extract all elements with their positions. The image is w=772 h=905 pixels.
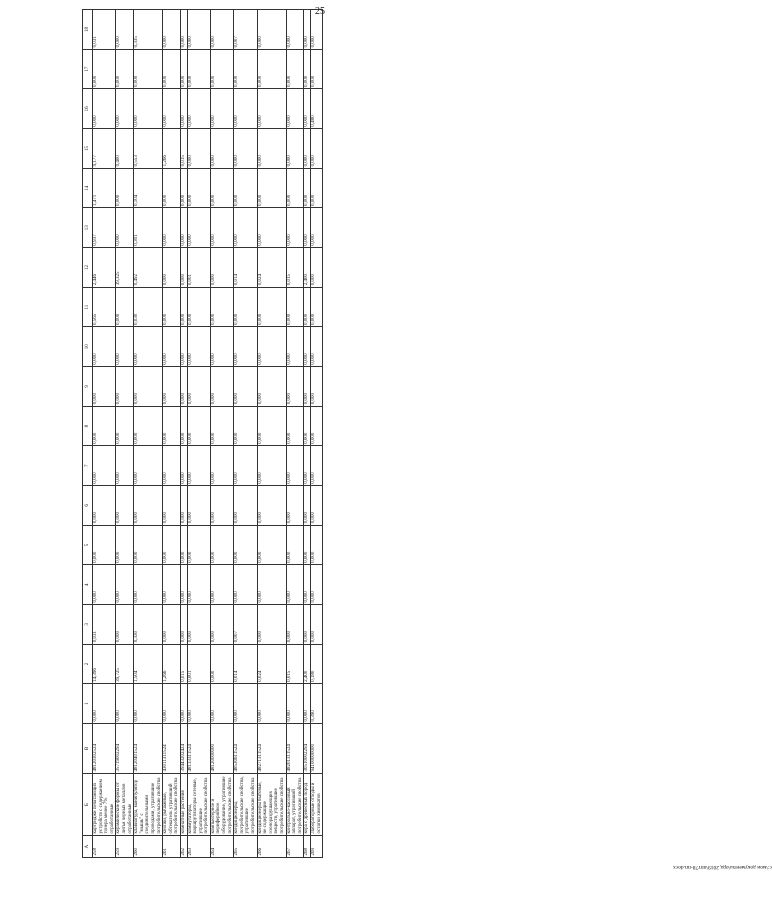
value-cell: 0,000 [116,168,134,208]
value-cell: 0,000 [286,10,304,50]
value-cell: 0,000 [210,406,233,446]
value-cell: 0,000 [286,287,304,327]
value-cell: 0,000 [93,684,116,724]
value-cell: 0,000 [310,367,322,407]
row-number-cell: 267 [286,836,304,858]
table-row [163,10,181,858]
value-cell: 0,000 [210,525,233,565]
value-cell: 0,000 [286,486,304,526]
value-cell: 0,000 [234,565,257,605]
value-cell: 0,000 [163,208,181,248]
value-cell: 0,000 [310,287,322,327]
value-cell: 0,480 [310,89,322,129]
value-cell: 0,000 [187,287,210,327]
row-number-cell: 268 [304,836,311,858]
value-cell: 0,000 [187,486,210,526]
value-cell: 0,000 [93,565,116,605]
header-cell: Б [83,774,93,836]
value-cell: 0,000 [257,49,286,89]
value-cell: 0,000 [116,565,134,605]
value-cell: 0,000 [93,525,116,565]
value-cell: 0,000 [116,327,134,367]
waste-name-cell: кнопки, рычажные, обтекатель утративший потребительские свойства [163,774,181,836]
value-cell: 0,000 [163,168,181,208]
value-cell: 0,000 [286,49,304,89]
value-cell: 0,000 [304,525,311,565]
value-cell: 0,000 [234,208,257,248]
value-cell: 0,000 [310,129,322,169]
row-number-cell: 260 [134,836,163,858]
value-cell: 0,000 [304,168,311,208]
value-cell: 0,000 [304,605,311,645]
fkko-code-cell: 35719002294 [116,724,134,774]
value-cell: 39,725 [116,644,134,684]
value-cell: 0,000 [257,327,286,367]
value-cell: 2,400 [304,644,311,684]
value-cell: 0,000 [257,10,286,50]
row-number-cell: 264 [210,836,233,858]
value-cell: 0,000 [286,129,304,169]
value-cell: 0,000 [210,129,233,169]
fkko-code-cell: 30510002294 [304,724,311,774]
value-cell: 0,000 [210,565,233,605]
value-cell: 0,400 [116,129,134,169]
table-row [134,10,163,858]
value-cell: 0,000 [310,605,322,645]
value-cell: 0,000 [180,565,187,605]
value-cell: 0,000 [210,89,233,129]
value-cell: 0,000 [304,208,311,248]
value-cell: 1,266 [163,644,181,684]
header-cell: А [83,836,93,858]
value-cell: 0,000 [187,168,210,208]
header-cell: 11 [83,287,93,327]
row-number-cell: 262 [180,836,187,858]
value-cell: 0,000 [234,168,257,208]
value-cell: 0,007 [234,605,257,645]
header-cell: 14 [83,168,93,208]
value-cell: 0,000 [310,327,322,367]
header-cell: 17 [83,49,93,89]
value-cell: 0,000 [116,49,134,89]
fkko-code-cell: 48133311524 [187,724,210,774]
value-cell: 0,000 [304,129,311,169]
value-cell: 0,000 [116,486,134,526]
waste-name-cell: картриджи печатающих устройств с содержанием тонера менее 7% отработанные [93,774,116,836]
table-row [210,10,233,858]
value-cell: 0,000 [210,327,233,367]
footer-file-path: c:\мои документы\орд 2019\ппт78-пп.docx [672,864,772,870]
value-cell: 0,000 [187,684,210,724]
value-cell: 0,024 [257,644,286,684]
value-cell: 0,031 [93,10,116,50]
waste-name-cell: Лабораторные отходы и остатки химикатов [310,774,322,836]
header-cell: 18 [83,10,93,50]
value-cell: 0,031 [93,605,116,645]
value-cell: 0,000 [187,327,210,367]
header-cell: 15 [83,129,93,169]
value-cell: 0,000 [163,248,181,288]
value-cell: 0,000 [310,525,322,565]
value-cell: 0,000 [116,605,134,645]
value-cell: 0,000 [286,406,304,446]
value-cell: 0,000 [257,525,286,565]
value-cell: 0,000 [210,208,233,248]
value-cell: 0,000 [187,208,210,248]
value-cell: 0,000 [310,49,322,89]
page-number: 25 [315,6,325,17]
header-cell: 3 [83,605,93,645]
value-cell: 0,000 [234,446,257,486]
value-cell: 0,000 [187,49,210,89]
value-cell: 0,000 [210,486,233,526]
value-cell: 0,000 [134,486,163,526]
value-cell: 0,000 [93,486,116,526]
value-cell: 0,000 [234,49,257,89]
value-cell: 0,000 [163,327,181,367]
table-row [286,10,304,858]
value-cell: 39,325 [116,248,134,288]
value-cell: 0,000 [286,208,304,248]
value-cell: 0,000 [310,446,322,486]
value-cell: 0,000 [187,605,210,645]
value-cell: 1,266 [163,129,181,169]
value-cell: 0,000 [286,367,304,407]
value-cell: 0,000 [187,10,210,50]
value-cell: 0,000 [304,89,311,129]
fkko-code-cell: 48201311524 [286,724,304,774]
value-cell: 0,000 [116,406,134,446]
value-cell: 0,000 [257,446,286,486]
value-cell: 0,000 [257,367,286,407]
row-number-cell: 258 [93,836,116,858]
value-cell: 0,000 [116,367,134,407]
value-cell: 0,000 [134,89,163,129]
value-cell: 0,000 [116,208,134,248]
value-cell: 0,015 [180,644,187,684]
value-cell: 0,180 [310,644,322,684]
fkko-code-cell: 94100000000 [310,724,322,774]
value-cell: 0,000 [210,684,233,724]
value-cell: 0,000 [286,327,304,367]
value-cell: 0,000 [304,49,311,89]
header-cell: 1 [83,684,93,724]
value-cell: 0,000 [180,446,187,486]
value-cell: 0,000 [234,486,257,526]
value-cell: 0,000 [134,684,163,724]
table-row [93,10,116,858]
value-cell: 0,565 [93,287,116,327]
value-cell: 0,000 [210,446,233,486]
value-cell: 0,000 [257,406,286,446]
value-cell: 0,000 [180,208,187,248]
value-cell: 0,000 [234,129,257,169]
table-row [187,10,210,858]
value-cell: 0,000 [187,525,210,565]
value-cell: 0,000 [163,10,181,50]
value-cell: 0,000 [116,10,134,50]
value-cell: 0,000 [180,49,187,89]
value-cell: 0,000 [134,327,163,367]
value-cell: 0,000 [257,486,286,526]
value-cell: 0,000 [163,605,181,645]
header-cell: 12 [83,248,93,288]
value-cell: 0,000 [304,565,311,605]
value-cell: 0,000 [257,168,286,208]
fkko-code-cell: 39443202424 [180,724,187,774]
value-cell: 0,000 [187,89,210,129]
row-number-cell: 266 [257,836,286,858]
value-cell: 14,396 [93,644,116,684]
value-cell: 0,000 [187,367,210,407]
value-cell: 0,000 [93,49,116,89]
value-cell: 0,000 [234,287,257,327]
table-row [257,10,286,858]
table-row [304,10,311,858]
value-cell: 2,446 [93,248,116,288]
header-cell: 6 [83,486,93,526]
header-cell: 10 [83,327,93,367]
value-cell: 0,000 [304,367,311,407]
table-row [234,10,257,858]
value-cell: 0,000 [257,565,286,605]
value-cell: 0,000 [210,248,233,288]
value-cell: 0,000 [134,49,163,89]
fkko-code-cell: 48120302524 [93,724,116,774]
value-cell: 0,330 [134,605,163,645]
rotated-table-container [82,10,772,870]
value-cell: 0,000 [116,684,134,724]
value-cell: 0,000 [234,89,257,129]
value-cell: 0,000 [187,406,210,446]
value-cell: 0,014 [234,644,257,684]
value-cell: 0,000 [163,287,181,327]
value-cell: 0,000 [180,406,187,446]
value-cell: 0,000 [93,367,116,407]
row-number-cell: 259 [116,836,134,858]
table-row [310,10,322,858]
waste-name-cell: комнатные растения [180,774,187,836]
value-cell: 0,000 [257,684,286,724]
value-cell: 0,000 [304,287,311,327]
value-cell: 0,000 [234,684,257,724]
waste-name-cell: керамические формы от литья черных металлов отработанные [116,774,134,836]
header-cell: 2 [83,644,93,684]
waste-name-cell: компьютерное и периферийное оборудование, утратившие потребительские свойства [210,774,233,836]
row-number-cell: 269 [310,836,322,858]
value-cell: 1,471 [93,168,116,208]
value-cell: 0,104 [134,168,163,208]
value-cell: 0,000 [310,168,322,208]
value-cell: 0,553 [134,129,163,169]
waste-name-cell: кондиционеры, потребительские свойства, утратившие потребительские свойства [234,774,257,836]
fkko-code-cell: 48120000000 [210,724,233,774]
value-cell: 0,301 [134,208,163,248]
value-cell: 0,000 [234,327,257,367]
value-cell: 0,000 [310,248,322,288]
table-row [180,10,187,858]
value-cell: 0,000 [187,565,210,605]
header-cell: 4 [83,565,93,605]
value-cell: 0,000 [310,565,322,605]
fkko-code-cell: 48530611524 [234,724,257,774]
value-cell: 0,000 [304,406,311,446]
value-cell: 0,000 [210,605,233,645]
value-cell: 0,000 [116,287,134,327]
value-cell: 0,000 [310,208,322,248]
value-cell: 0,000 [286,446,304,486]
table-header-row [83,10,93,858]
value-cell: 0,015 [286,248,304,288]
waste-name-cell: контрольно-кассовый аппарат, утративший потребительские свойства [286,774,304,836]
value-cell: 0,000 [180,10,187,50]
value-cell: 0,000 [286,605,304,645]
header-cell: 9 [83,367,93,407]
value-cell: 0,000 [163,486,181,526]
value-cell: 0,000 [116,446,134,486]
value-cell: 0,492 [134,248,163,288]
value-cell: 0,000 [163,367,181,407]
value-cell: 0,000 [93,446,116,486]
value-cell: 0,000 [210,10,233,50]
value-cell: 0,000 [210,49,233,89]
header-cell: 5 [83,525,93,565]
value-cell: 0,000 [116,89,134,129]
value-cell: 0,015 [286,644,304,684]
value-cell: 0,000 [134,565,163,605]
value-cell: 0,000 [310,406,322,446]
value-cell: 0,000 [163,406,181,446]
fkko-code-cell: 43011311524 [163,724,181,774]
value-cell: 0,000 [257,287,286,327]
value-cell: 0,000 [210,644,233,684]
row-number-cell: 263 [187,836,210,858]
waste-name-cell: коммутаторы, маршрутизаторы сетевые, утратившие потребительские свойства [187,774,210,836]
table-body [93,10,323,858]
value-cell: 0,000 [134,406,163,446]
header-cell: 7 [83,446,93,486]
value-cell: 0,000 [116,525,134,565]
value-cell: 0,000 [180,486,187,526]
value-cell: 0,001 [187,248,210,288]
value-cell: 0,000 [210,367,233,407]
value-cell: 0,000 [304,446,311,486]
value-cell: 1,504 [134,644,163,684]
value-cell: 9,177 [93,129,116,169]
value-cell: 0,000 [163,49,181,89]
value-cell: 0,000 [286,89,304,129]
value-cell: 0,000 [257,208,286,248]
value-cell: 0,024 [257,248,286,288]
value-cell: 0,000 [163,565,181,605]
waste-name-cell: клавиатура, манипулятор "мышь" с соединительными проводами, утратившие потребительские свойства [134,774,163,836]
value-cell: 0,000 [134,446,163,486]
value-cell: 0,390 [310,684,322,724]
value-cell: 0,000 [163,684,181,724]
header-cell: 8 [83,406,93,446]
value-cell: 0,000 [210,287,233,327]
value-cell: 0,000 [310,10,322,50]
value-cell: 0,000 [310,486,322,526]
value-cell: 0,000 [163,446,181,486]
header-cell: 13 [83,208,93,248]
value-cell: 0,000 [180,367,187,407]
value-cell: 0,015 [180,129,187,169]
value-cell: 0,000 [234,525,257,565]
row-number-cell: 265 [234,836,257,858]
value-cell: 0,937 [93,208,116,248]
value-cell: 0,000 [180,525,187,565]
value-cell: 0,001 [187,644,210,684]
value-cell: 0,000 [180,168,187,208]
value-cell: 0,000 [93,406,116,446]
value-cell: 0,000 [180,605,187,645]
value-cell: 0,000 [304,327,311,367]
value-cell: 0,000 [187,446,210,486]
value-cell: 0,000 [286,525,304,565]
waste-table [82,9,323,858]
value-cell: 0,000 [234,406,257,446]
value-cell: 0,000 [180,327,187,367]
value-cell: 0,000 [93,89,116,129]
value-cell: 0,000 [210,168,233,208]
waste-name-cell: кора с древесных пород [304,774,311,836]
value-cell: 0,000 [234,367,257,407]
fkko-code-cell: 48271311524 [257,724,286,774]
value-cell: 0,000 [304,684,311,724]
value-cell: 0,000 [257,89,286,129]
value-cell: 0,000 [163,525,181,565]
value-cell: 2,400 [304,248,311,288]
value-cell: 0,000 [257,129,286,169]
value-cell: 0,000 [134,525,163,565]
value-cell: 0,000 [286,684,304,724]
value-cell: 0,335 [134,10,163,50]
value-cell: 0,000 [286,565,304,605]
value-cell: 0,000 [180,89,187,129]
value-cell: 0,000 [304,10,311,50]
value-cell: 0,000 [187,129,210,169]
value-cell: 0,007 [234,10,257,50]
row-number-cell: 261 [163,836,181,858]
value-cell: 0,000 [257,605,286,645]
value-cell: 0,014 [234,248,257,288]
value-cell: 0,000 [304,486,311,526]
table-row [116,10,134,858]
header-cell: 16 [83,89,93,129]
value-cell: 0,000 [93,327,116,367]
waste-name-cell: кондиционеры бытовые, не содержащие озоноразрушающих веществ, утратившие потребительские свойства [257,774,286,836]
value-cell: 0,000 [134,367,163,407]
header-cell: В [83,724,93,774]
value-cell: 0,000 [180,287,187,327]
value-cell: 0,000 [286,168,304,208]
value-cell: 0,000 [163,89,181,129]
fkko-code-cell: 48120401524 [134,724,163,774]
value-cell: 0,030 [134,287,163,327]
value-cell: 0,000 [180,684,187,724]
value-cell: 0,000 [180,248,187,288]
